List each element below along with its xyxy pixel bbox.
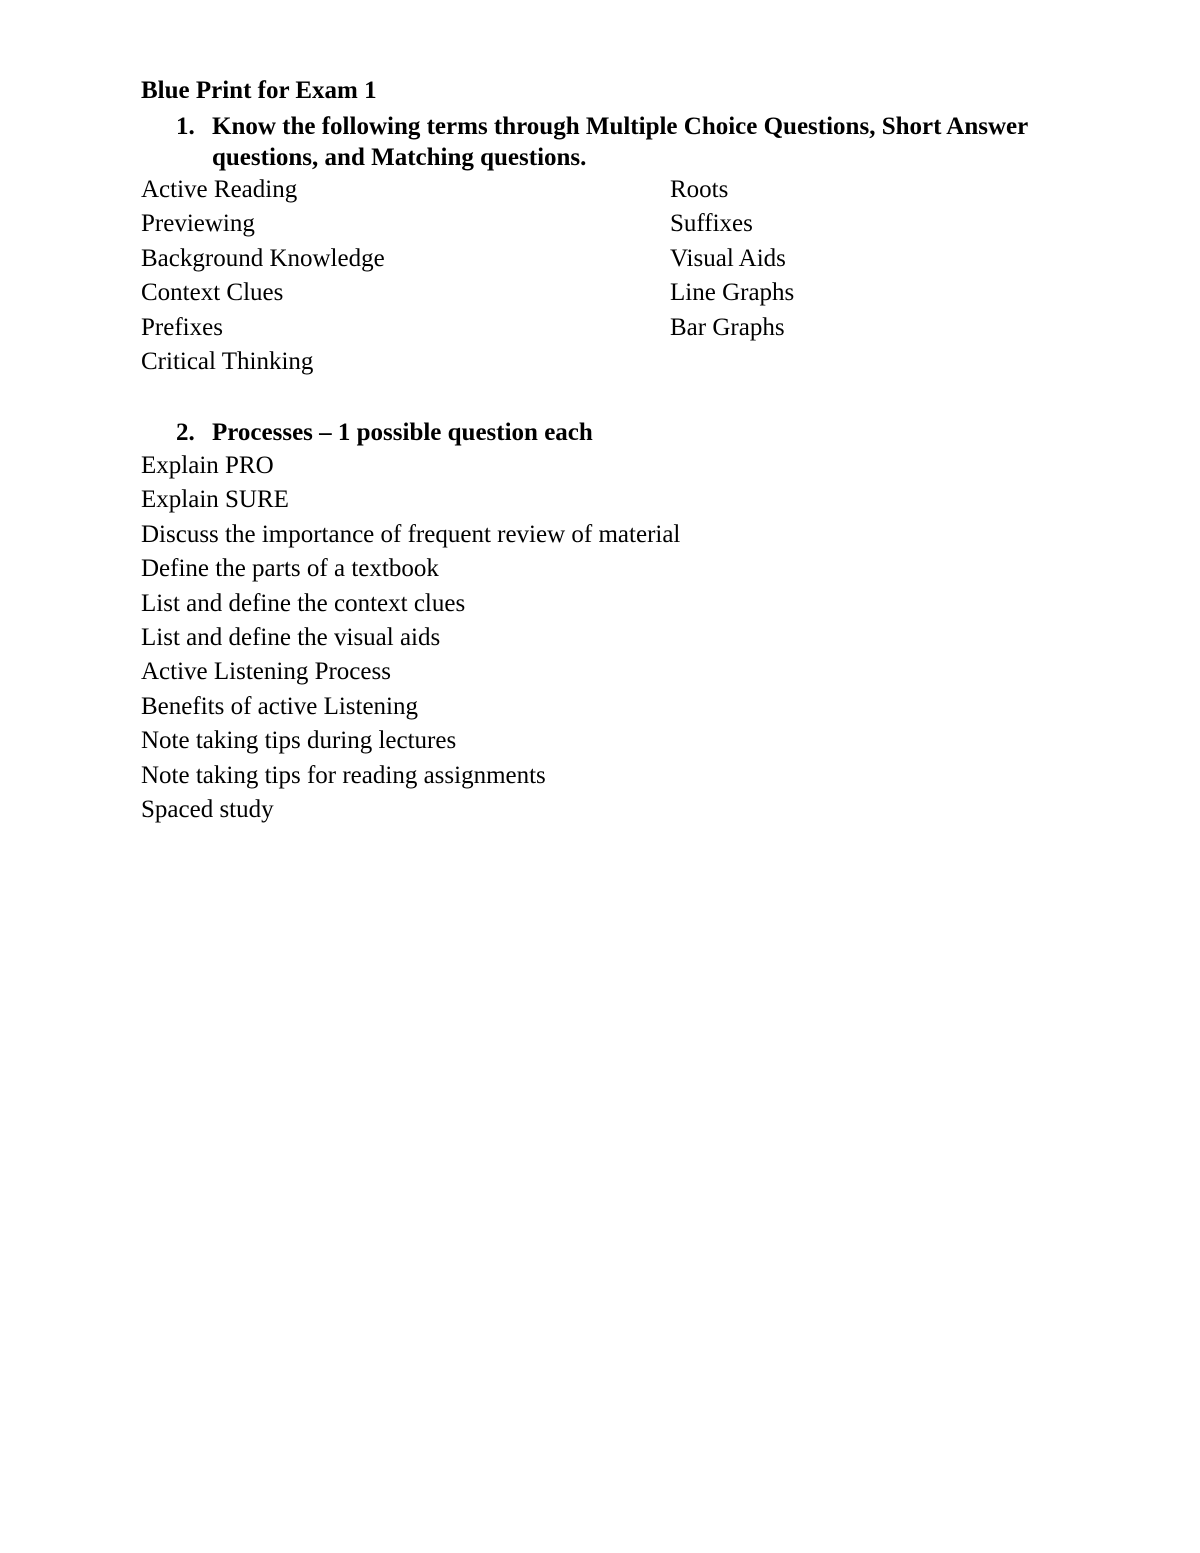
- process-item: List and define the visual aids: [141, 623, 441, 651]
- process-item: Note taking tips for reading assignments: [141, 761, 546, 789]
- section-1-number: 1.: [176, 113, 195, 140]
- term-item: Previewing: [141, 210, 255, 238]
- term-item: Context Clues: [141, 279, 284, 307]
- processes-list: [141, 449, 680, 827]
- document-title: Blue Print for Exam 1: [141, 77, 377, 104]
- terms-list-right: [670, 173, 794, 345]
- term-item: Line Graphs: [670, 279, 795, 307]
- process-item: Note taking tips during lectures: [141, 727, 457, 755]
- term-item: Suffixes: [670, 210, 753, 238]
- section-2-heading-text: Processes – 1 possible question each: [212, 419, 593, 446]
- term-item: Background Knowledge: [141, 244, 385, 272]
- section-1-heading: [176, 111, 1136, 175]
- process-item: Active Listening Process: [141, 658, 391, 686]
- process-item: Explain SURE: [141, 486, 289, 514]
- process-item: Explain PRO: [141, 452, 274, 479]
- term-item: Active Reading: [141, 176, 298, 203]
- process-item: Benefits of active Listening: [141, 692, 419, 720]
- term-item: Visual Aids: [670, 244, 786, 272]
- terms-list-left: [141, 173, 385, 379]
- process-item: List and define the context clues: [141, 589, 466, 617]
- section-2-number: 2.: [176, 419, 195, 446]
- term-item: Roots: [670, 176, 729, 203]
- process-item: Define the parts of a textbook: [141, 555, 439, 583]
- term-item: Critical Thinking: [141, 347, 314, 375]
- section-2-heading: [176, 417, 1076, 449]
- term-item: Bar Graphs: [670, 313, 785, 341]
- process-item: Discuss the importance of frequent review of material: [141, 520, 681, 548]
- process-item: Spaced study: [141, 795, 274, 823]
- section-1-heading-text: Know the following terms through Multiple Choice Questions, Short Answer questions, and Matching questions.: [212, 113, 1028, 171]
- term-item: Prefixes: [141, 313, 223, 341]
